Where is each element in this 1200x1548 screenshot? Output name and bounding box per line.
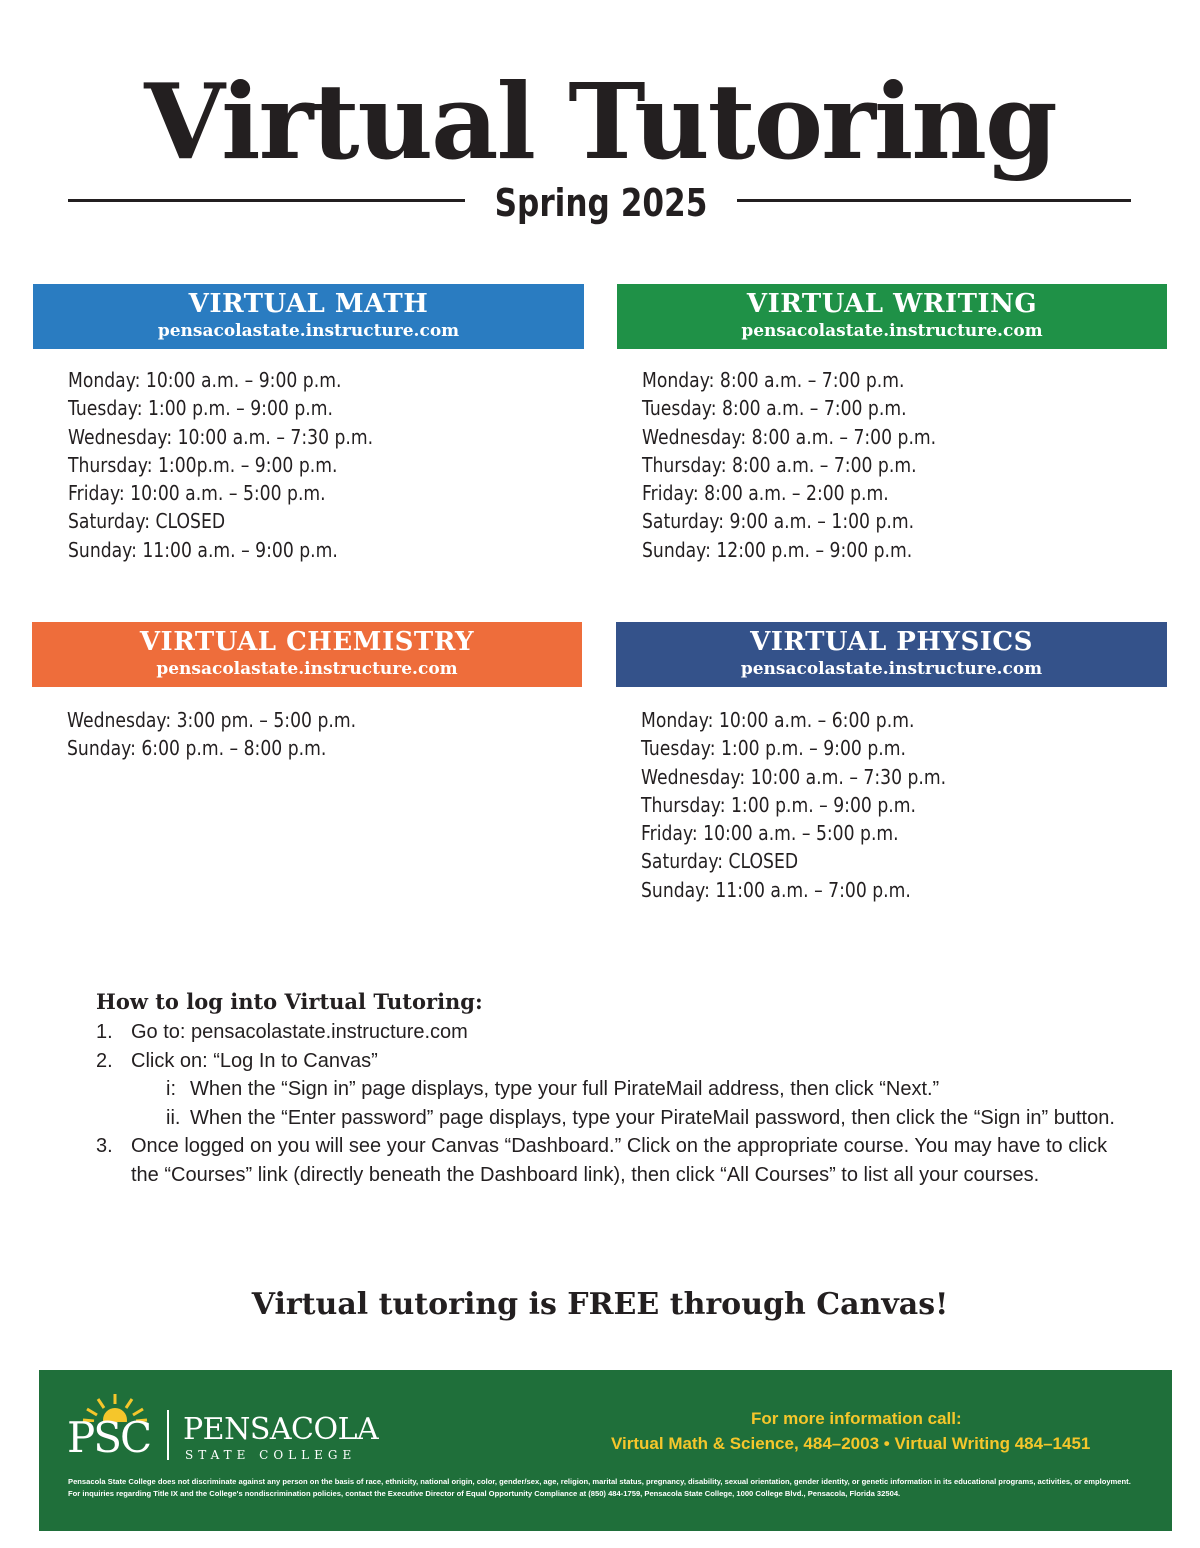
chemistry-banner [32,622,582,687]
page-subtitle: Spring 2025 [494,181,708,225]
hours-line: Friday: 10:00 a.m. – 5:00 p.m. [641,821,899,846]
hours-line: Thursday: 8:00 a.m. – 7:00 p.m. [642,452,917,477]
page-title: Virtual Tutoring [144,60,1056,183]
step-number: 1. [96,1021,113,1043]
substep-text: When the “Enter password” page displays, type your PirateMail password, then click the “Sign in” button. [190,1106,1115,1129]
free-note: Virtual tutoring is FREE through Canvas! [251,1287,949,1322]
howto-substeps [131,1075,1126,1132]
step-number: 3. [96,1135,113,1158]
substep-text: When the “Sign in” page displays, type your full PirateMail address, then click “Next.” [190,1078,940,1101]
writing-banner [617,284,1167,349]
hours-line: Tuesday: 1:00 p.m. – 9:00 p.m. [641,736,906,761]
howto-step-1 [96,1018,1126,1047]
substep-number: ii. [166,1106,181,1129]
chemistry-hours [67,706,403,763]
hours-line: Thursday: 1:00p.m. – 9:00 p.m. [68,452,338,477]
hours-line: Monday: 10:00 a.m. – 6:00 p.m. [641,708,915,732]
hours-line: Saturday: CLOSED [68,509,226,534]
hours-line: Saturday: CLOSED [641,849,799,874]
nondiscrimination-disclaimer: Pensacola State College does not discriminate against any person on the basis of race, ethnicity, national origin, color, gender/sex, age, religion, marital status, pregnancy, disability, sexual orientation, gender identity, or genetic information in its educational programs, activities, or employment. For inquiries regarding Title IX and the College's nondiscrimination policies, contact the Executive Director of Equal Opportunity Compliance at (850) 484-1759, Pensacola State College, 1000 College Blvd., Pensacola, Florida 32504. [68,1477,1131,1498]
hours-line: Monday: 10:00 a.m. – 9:00 p.m. [68,368,342,392]
hours-line: Tuesday: 8:00 a.m. – 7:00 p.m. [642,396,907,421]
writing-hours [642,366,984,564]
hours-line: Sunday: 11:00 a.m. – 9:00 p.m. [68,537,338,562]
hours-line: Sunday: 12:00 p.m. – 9:00 p.m. [642,537,913,562]
physics-banner [616,622,1167,687]
howto-steps [96,1018,1126,1190]
psc-logo [67,1392,377,1462]
hours-line: Thursday: 1:00 p.m. – 9:00 p.m. [641,792,916,817]
info-phones: Virtual Math & Science, 484–2003 • Virtual Writing 484–1451 [611,1434,1091,1453]
step-number: 2. [96,1049,113,1072]
howto-substep-ii [166,1104,1126,1133]
math-banner-url: pensacolastate.instructure.com [157,321,460,341]
step-text: Click on: “Log In to Canvas” [131,1049,378,1072]
title-rule-left [68,199,465,202]
howto-title: How to log into Virtual Tutoring: [96,989,483,1014]
hours-line: Sunday: 6:00 p.m. – 8:00 p.m. [67,736,327,761]
chemistry-banner-url: pensacolastate.instructure.com [156,659,458,679]
logo-subtitle: STATE COLLEGE [185,1448,357,1462]
writing-banner-url: pensacolastate.instructure.com [741,321,1043,341]
logo-name: PENSACOLA [183,1412,379,1447]
info-title: For more information call: [751,1409,962,1428]
math-hours [68,366,423,564]
hours-line: Wednesday: 10:00 a.m. – 7:30 p.m. [68,424,374,449]
physics-hours [641,706,996,904]
logo-divider [167,1410,169,1460]
step-text: Once logged on you will see your Canvas “Dashboard.” Click on the appropriate course. You may have to click the “Courses” link (directly beneath the Dashboard link), then click “All Courses” to list all your courses. [131,1135,1108,1186]
howto-step-3 [96,1132,1126,1189]
hours-line: Wednesday: 3:00 pm. – 5:00 p.m. [67,708,357,732]
math-banner-title: VIRTUAL MATH [188,289,429,319]
footer [39,1370,1172,1531]
hours-line: Tuesday: 1:00 p.m. – 9:00 p.m. [68,396,333,421]
physics-banner-url: pensacolastate.instructure.com [740,659,1043,679]
step-text: Go to: pensacolastate.instructure.com [131,1021,468,1043]
physics-banner-title: VIRTUAL PHYSICS [750,627,1033,657]
hours-line: Saturday: 9:00 a.m. – 1:00 p.m. [642,509,915,534]
howto-substep-i [166,1075,1126,1104]
hours-line: Wednesday: 10:00 a.m. – 7:30 p.m. [641,764,947,789]
hours-line: Friday: 10:00 a.m. – 5:00 p.m. [68,481,326,506]
hours-line: Wednesday: 8:00 a.m. – 7:00 p.m. [642,424,937,449]
hours-line: Sunday: 11:00 a.m. – 7:00 p.m. [641,877,911,902]
howto-step-2 [96,1047,1126,1133]
hours-line: Friday: 8:00 a.m. – 2:00 p.m. [642,481,889,506]
substep-number: i: [166,1078,176,1101]
writing-banner-title: VIRTUAL WRITING [746,289,1038,319]
logo-mark: PSC [67,1413,151,1462]
chemistry-banner-title: VIRTUAL CHEMISTRY [139,627,475,657]
hours-line: Monday: 8:00 a.m. – 7:00 p.m. [642,368,905,392]
title-rule-right [737,199,1131,202]
math-banner [33,284,584,349]
